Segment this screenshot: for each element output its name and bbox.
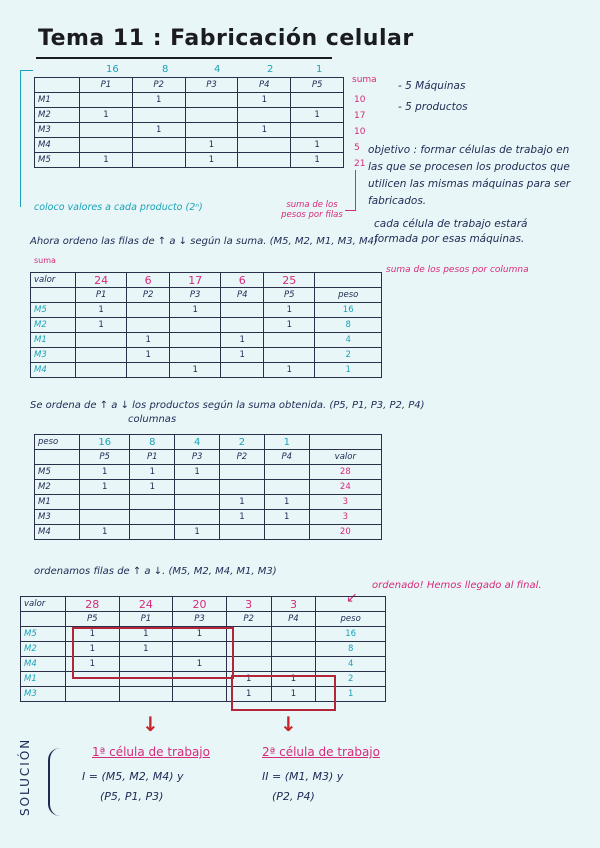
cell1-line1: I = (M5, M2, M4) y (82, 770, 184, 783)
cell (119, 687, 173, 702)
cell (238, 153, 291, 168)
col-header: P2 (127, 288, 170, 303)
col-header: P1 (130, 450, 175, 465)
cell: 1 (130, 480, 175, 495)
cell: 1 (226, 687, 271, 702)
col-sum: 24 (119, 597, 173, 612)
cell (221, 303, 264, 318)
value: 3 (309, 510, 381, 525)
cell (271, 657, 316, 672)
table-row (31, 318, 382, 333)
cell (173, 687, 227, 702)
ordeno-filas-text: Ahora ordeno las filas de ↑ a ↓ según la suma. (M5, M2, M1, M3, M4) (30, 236, 378, 247)
suma-tag: suma (34, 256, 56, 265)
colval: 1 (316, 64, 323, 75)
col-header: P4 (264, 450, 309, 465)
table-row (21, 597, 386, 612)
cell: 1 (173, 657, 227, 672)
cell: 1 (119, 642, 173, 657)
row-sum: 21 (354, 159, 366, 169)
table-row (35, 123, 344, 138)
cell (185, 123, 238, 138)
row-header: M5 (35, 465, 80, 480)
row-header: M3 (31, 348, 76, 363)
cell (238, 108, 291, 123)
cell: 1 (185, 153, 238, 168)
colval: 16 (106, 64, 119, 75)
table-row (35, 510, 382, 525)
col-header: P1 (80, 78, 133, 93)
cell: 1 (175, 465, 220, 480)
cell (220, 480, 265, 495)
note-productos: - 5 productos (398, 101, 468, 113)
table-row (35, 525, 382, 540)
cell (170, 318, 221, 333)
cell (66, 687, 120, 702)
cell (175, 495, 220, 510)
row-header: M1 (35, 93, 80, 108)
value: 24 (309, 480, 381, 495)
row-header: M2 (31, 318, 76, 333)
weight: 1 (316, 687, 386, 702)
cell: 1 (175, 525, 220, 540)
cell (80, 93, 133, 108)
col-header: P2 (132, 78, 185, 93)
cell: 1 (170, 303, 221, 318)
row-header: M3 (35, 123, 80, 138)
cell (291, 93, 344, 108)
columnas-label: columnas (128, 414, 177, 425)
col-header: P5 (80, 450, 130, 465)
cell: 1 (80, 153, 133, 168)
col-sum: 3 (226, 597, 271, 612)
col-header: P3 (170, 288, 221, 303)
cell: 1 (264, 303, 315, 318)
cell: 1 (132, 123, 185, 138)
row-header: M4 (31, 363, 76, 378)
weight: 8 (316, 642, 386, 657)
cell: 1 (132, 93, 185, 108)
cell: 1 (170, 363, 221, 378)
cell-block-1 (72, 627, 234, 679)
cell (76, 348, 127, 363)
cell: 1 (221, 348, 264, 363)
table-row (35, 93, 344, 108)
col-header: P2 (226, 612, 271, 627)
cell (264, 480, 309, 495)
cell (170, 348, 221, 363)
cell (220, 465, 265, 480)
cell: 1 (220, 510, 265, 525)
cell (264, 348, 315, 363)
cell (76, 333, 127, 348)
cell (170, 333, 221, 348)
cell: 1 (291, 138, 344, 153)
table-row (31, 288, 382, 303)
cell (130, 525, 175, 540)
col-header: P4 (238, 78, 291, 93)
cell (185, 93, 238, 108)
cell (264, 465, 309, 480)
table-row (31, 348, 382, 363)
value: 20 (309, 525, 381, 540)
row-header: M5 (31, 303, 76, 318)
cell: 1 (119, 627, 173, 642)
cell: 1 (127, 333, 170, 348)
cell: 1 (264, 318, 315, 333)
pink-bracket (345, 170, 356, 211)
col-sum: 17 (170, 273, 221, 288)
col-val: 4 (175, 435, 220, 450)
col-sum: 6 (127, 273, 170, 288)
cell: 1 (130, 465, 175, 480)
col-val: 16 (80, 435, 130, 450)
cell (185, 108, 238, 123)
note-ordenado: ordenado! Hemos llegado al final. (372, 580, 542, 591)
cell (80, 138, 133, 153)
table-row (35, 495, 382, 510)
row-header: M4 (21, 657, 66, 672)
row-header: M1 (21, 672, 66, 687)
row-sum: 5 (354, 143, 360, 153)
arrow-left-icon: ↙ (346, 590, 358, 606)
cell: 1 (271, 672, 316, 687)
table-row (31, 273, 382, 288)
cell (221, 363, 264, 378)
weight: 16 (316, 627, 386, 642)
cada-celula-text: cada célula de trabajo estará formada por esas máquinas. (374, 218, 528, 245)
title-underline (36, 57, 332, 59)
cell (127, 363, 170, 378)
table3 (34, 434, 382, 540)
cell (175, 510, 220, 525)
valor-header: valor (309, 450, 381, 465)
weight: 16 (315, 303, 382, 318)
cell: 1 (80, 108, 133, 123)
cell (220, 525, 265, 540)
cell (80, 495, 130, 510)
peso-header: peso (315, 288, 382, 303)
table2 (30, 272, 382, 378)
suma-label: suma (352, 75, 377, 85)
row-header: M1 (31, 333, 76, 348)
cell: 1 (66, 642, 120, 657)
cell (264, 333, 315, 348)
weight: 4 (315, 333, 382, 348)
cell: 1 (127, 348, 170, 363)
col-header: P5 (264, 288, 315, 303)
table-row (31, 363, 382, 378)
corner-label: valor (21, 597, 66, 612)
page-title: Tema 11 : Fabricación celular (38, 26, 414, 51)
weight: 1 (315, 363, 382, 378)
ordena-cols-text: Se ordena de ↑ a ↓ los productos según la suma obtenida. (P5, P1, P3, P2, P4) (30, 400, 425, 411)
cell: 1 (80, 480, 130, 495)
col-sum: 3 (271, 597, 316, 612)
row-header: M1 (35, 495, 80, 510)
row-header: M2 (35, 480, 80, 495)
cell2-line2: (P2, P4) (272, 790, 315, 803)
row-header: M3 (21, 687, 66, 702)
col-header: P3 (185, 78, 238, 93)
row-header: M4 (35, 525, 80, 540)
col-val: 8 (130, 435, 175, 450)
arrow-down-icon: ↓ (280, 712, 297, 736)
cell (132, 108, 185, 123)
cell (127, 303, 170, 318)
arrow-down-icon: ↓ (142, 712, 159, 736)
cell (76, 363, 127, 378)
cell (80, 123, 133, 138)
cell: 1 (226, 672, 271, 687)
col-val: 1 (264, 435, 309, 450)
cell (127, 318, 170, 333)
weight: 2 (315, 348, 382, 363)
cell: 1 (291, 108, 344, 123)
table-row (35, 78, 344, 93)
row-header: M5 (35, 153, 80, 168)
corner-label: valor (31, 273, 76, 288)
cell (264, 525, 309, 540)
col-val: 2 (220, 435, 265, 450)
cell: 1 (291, 153, 344, 168)
colval: 8 (162, 64, 169, 75)
cell (291, 123, 344, 138)
col-header: P5 (291, 78, 344, 93)
corner-label: peso (35, 435, 80, 450)
weight: 2 (316, 672, 386, 687)
value: 3 (309, 495, 381, 510)
cell2-line1: II = (M1, M3) y (262, 770, 344, 783)
cell: 1 (271, 687, 316, 702)
col-sum: 28 (66, 597, 120, 612)
note-suma-columna: suma de los pesos por columna (386, 265, 529, 275)
cell (130, 510, 175, 525)
col-header: P1 (119, 612, 173, 627)
cell: 1 (238, 123, 291, 138)
table-row (35, 138, 344, 153)
cell: 1 (221, 333, 264, 348)
table1-colvals (84, 64, 354, 76)
col-sum: 20 (173, 597, 227, 612)
cell (271, 627, 316, 642)
bracket-left (20, 70, 33, 207)
table-row (35, 108, 344, 123)
objetivo-text: objetivo : formar células de trabajo en las que se procesen los productos que utilicen las mismas máquinas para ser fabricados. (368, 144, 571, 207)
row-header: M4 (35, 138, 80, 153)
note-maquinas: - 5 Máquinas (398, 80, 466, 92)
peso-header: peso (316, 612, 386, 627)
cell (132, 138, 185, 153)
col-header: P3 (175, 450, 220, 465)
col-sum: 25 (264, 273, 315, 288)
table-row (35, 450, 382, 465)
col-sum: 6 (221, 273, 264, 288)
weight: 8 (315, 318, 382, 333)
row-sum: 17 (354, 111, 366, 121)
cell: 1 (66, 627, 120, 642)
colval: 4 (214, 64, 221, 75)
cell: 1 (76, 318, 127, 333)
cell (271, 642, 316, 657)
cell: 1 (264, 363, 315, 378)
cell: 1 (80, 465, 130, 480)
cell2-title: 2ª célula de trabajo (262, 745, 380, 759)
cell: 1 (80, 525, 130, 540)
row-sum: 10 (354, 127, 366, 137)
colval: 2 (267, 64, 274, 75)
row-header: M3 (35, 510, 80, 525)
row-header: M5 (21, 627, 66, 642)
col-header: P3 (173, 612, 227, 627)
solucion-label: SOLUCIÓN (18, 737, 32, 816)
table-row (35, 435, 382, 450)
col-header: P4 (271, 612, 316, 627)
cell: 1 (66, 657, 120, 672)
table-row (31, 333, 382, 348)
cell: 1 (173, 627, 227, 642)
col-header: P1 (76, 288, 127, 303)
value: 28 (309, 465, 381, 480)
cell1-line2: (P5, P1, P3) (100, 790, 164, 803)
cell: 1 (220, 495, 265, 510)
label-suma-pesos: suma de los pesos por filas (281, 200, 343, 220)
row-header: M2 (35, 108, 80, 123)
table-row (35, 480, 382, 495)
table-row (35, 153, 344, 168)
cell (175, 480, 220, 495)
cell: 1 (238, 93, 291, 108)
row-sum: 10 (354, 95, 366, 105)
table1 (34, 77, 344, 168)
col-header: P2 (220, 450, 265, 465)
label-valores: coloco valores a cada producto (2ⁿ) (34, 202, 203, 213)
cell (80, 510, 130, 525)
cell1-title: 1ª célula de trabajo (92, 745, 210, 759)
col-sum: 24 (76, 273, 127, 288)
cell-block-2 (231, 675, 336, 711)
cell: 1 (264, 495, 309, 510)
row-header: M2 (21, 642, 66, 657)
cell (221, 318, 264, 333)
col-header: P5 (66, 612, 120, 627)
cell (238, 138, 291, 153)
cell: 1 (264, 510, 309, 525)
cell: 1 (185, 138, 238, 153)
table-row (35, 465, 382, 480)
cell (132, 153, 185, 168)
cell (130, 495, 175, 510)
col-header: P4 (221, 288, 264, 303)
table-row (21, 612, 386, 627)
table-row (31, 303, 382, 318)
weight: 4 (316, 657, 386, 672)
ordenamos-filas-text: ordenamos filas de ↑ a ↓. (M5, M2, M4, M1, M3) (34, 566, 277, 577)
cell: 1 (76, 303, 127, 318)
brace (48, 748, 60, 816)
